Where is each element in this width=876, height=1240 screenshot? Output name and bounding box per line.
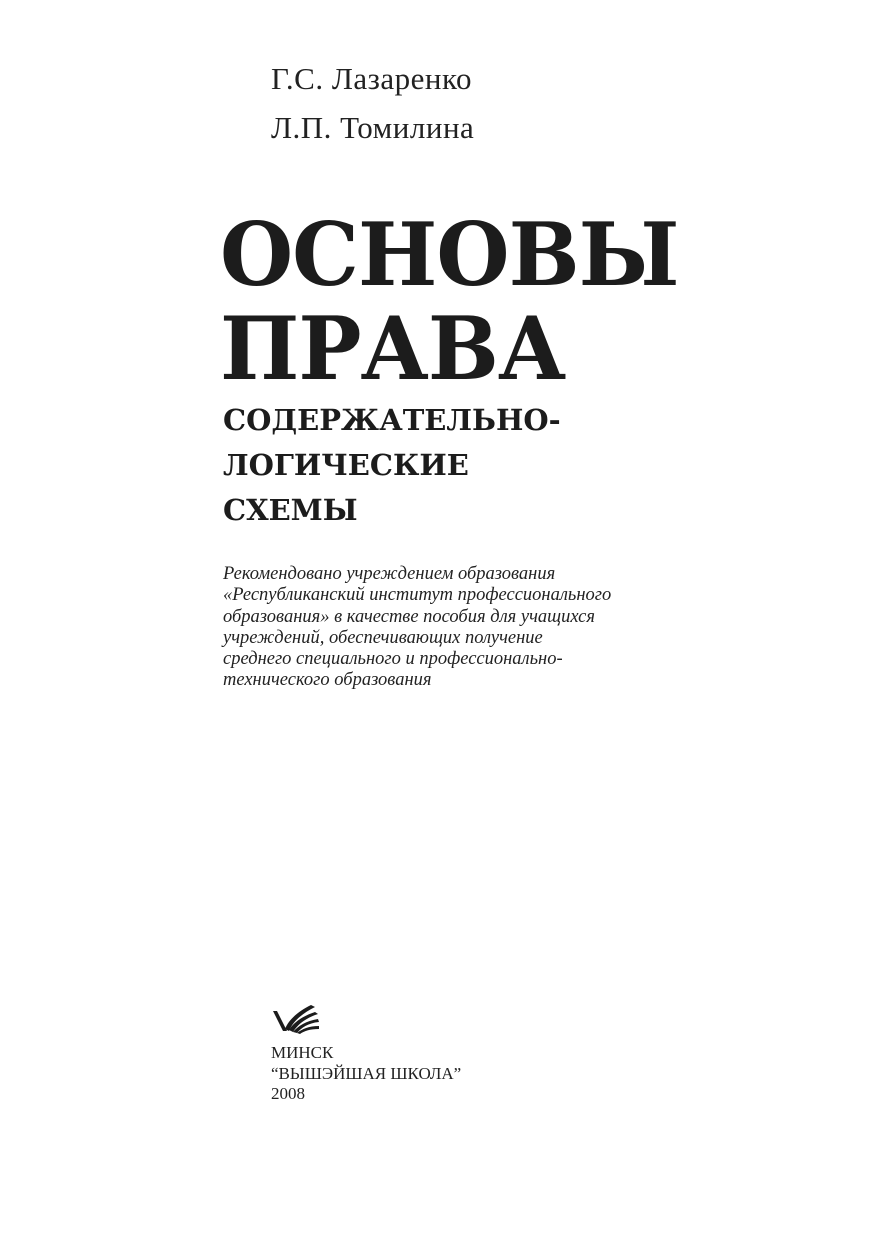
recommendation-line: среднего специального и профессионально- [223, 649, 563, 670]
author-name: Л.П. Томилина [271, 110, 475, 145]
book-title-line: ОСНОВЫ [220, 202, 679, 306]
author-name: Г.С. Лазаренко [271, 61, 472, 96]
recommendation-line: образования» в качестве пособия для учащихся [223, 606, 595, 627]
book-title-line: ПРАВА [220, 296, 566, 400]
recommendation-line: «Республиканский институт профессионального [223, 585, 612, 606]
recommendation-line: технического образования [223, 670, 432, 691]
authors [271, 54, 474, 152]
book-title [220, 202, 679, 400]
subtitle-line: СХЕМЫ [223, 493, 358, 527]
recommendation-line: Рекомендовано учреждением образования [223, 564, 556, 584]
subtitle-line: ЛОГИЧЕСКИЕ [223, 448, 469, 482]
subtitle-line: СОДЕРЖАТЕЛЬНО- [223, 403, 561, 437]
publisher-imprint [271, 1043, 461, 1105]
recommendation-note [223, 564, 673, 692]
publisher-logo-icon [271, 1003, 321, 1035]
publisher-city: МИНСК [271, 1043, 334, 1062]
publisher-name: “ВЫШЭЙШАЯ ШКОЛА” [271, 1063, 462, 1083]
publication-year: 2008 [271, 1084, 305, 1103]
recommendation-line: учреждений, обеспечивающих получение [223, 627, 543, 648]
book-subtitle [223, 398, 561, 533]
